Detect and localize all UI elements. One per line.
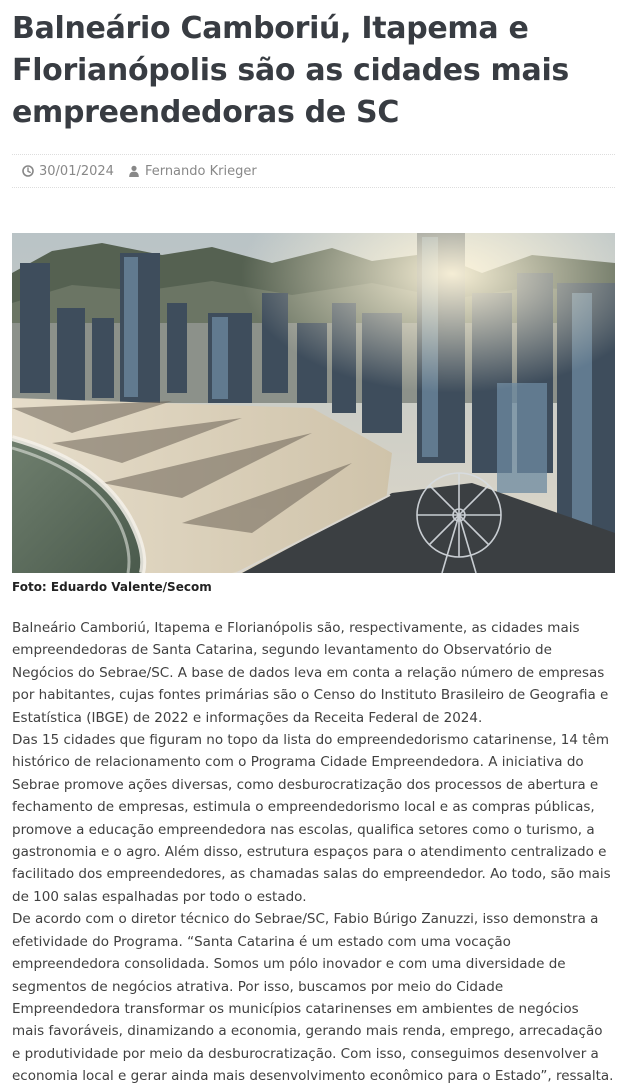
article [12,0,615,1088]
post-author-link[interactable]: Fernando Krieger [144,163,257,179]
post-date-link[interactable]: 30/01/2024 [39,163,114,179]
image-caption: Foto: Eduardo Valente/Secom [12,580,212,594]
post-author [128,164,257,179]
clock-icon [22,165,34,177]
article-meta [12,154,615,188]
user-icon [128,165,140,177]
article-body [12,617,615,1088]
featured-image [12,233,615,573]
paragraph: Balneário Camboriú, Itapema e Florianópolis são, respectivamente, as cidades mais empreendedoras de Santa Catarina, segundo levantamento do Observatório de Negócios do Sebrae/SC. A base de dados leva em conta a relação número de empresas por habitantes, cujas fontes primárias são o Censo do Instituto Brasileiro de Geografia e Estatística (IBGE) de 2022 e informações da Receita Federal de 2024. [12,620,609,726]
article-title: Balneário Camboriú, Itapema e Florianópolis são as cidades mais empreendedoras de SC [12,11,569,130]
paragraph: De acordo com o diretor técnico do Sebrae/SC, Fabio Búrigo Zanuzzi, isso demonstra a efetividade do Programa. “Santa Catarina é um estado com uma vocação empreendedora consolidada. Somos um pólo inovador e com uma diversidade de segmentos de negócios atrativa. Por isso, buscamos por meio do Cidade Empreendedora transformar os municípios catarinenses em ambientes de negócios mais favoráveis, dinamizando a economia, gerando mais renda, emprego, arrecadação e produtividade por meio da desburocratização. Com isso, conseguimos desenvolver a economia local e gerar ainda mais desenvolvimento econômico para o Estado”, ressalta. [12,911,614,1085]
paragraph: Das 15 cidades que figuram no topo da lista do empreendedorismo catarinense, 14 têm histórico de relacionamento com o Programa Cidade Empreendedora. A iniciativa do Sebrae promove ações diversas, como desburocratização dos processos de abertura e fechamento de empresas, estimula o empreendedorismo local e as compras públicas, promove a educação empreendedora nas escolas, qualifica setores como o turismo, a gastronomia e o agro. Além disso, estrutura espaços para o atendimento centralizado e facilitado dos empreendedores, as chamadas salas do empreendedor. Ao todo, são mais de 100 salas espalhadas por todo o estado. [12,732,611,905]
post-date [22,164,114,179]
city-skyline-image [12,233,615,573]
